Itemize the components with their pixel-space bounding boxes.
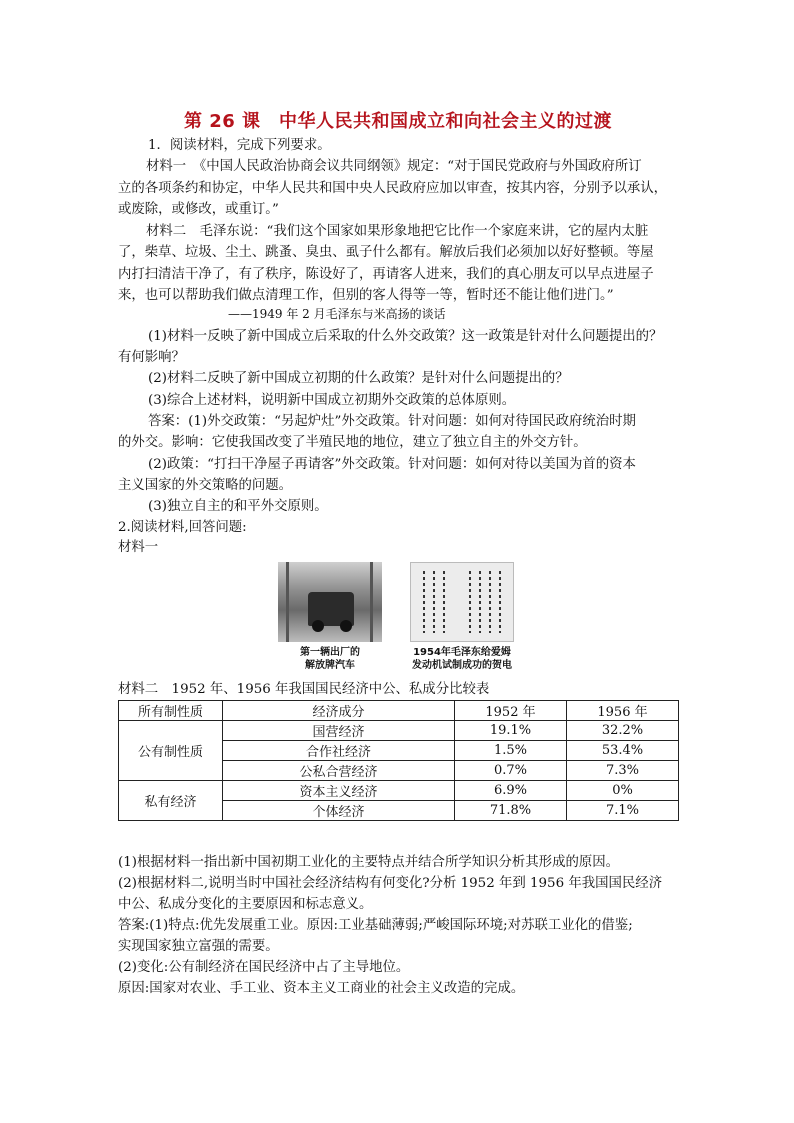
q2-answer3: 原因:国家对农业、手工业、资本主义工商业的社会主义改造的完成。 [118,981,525,996]
q1-prompt: 1．阅读材料，完成下列要求。 [148,138,331,153]
table-cell: 合作社经济 [223,741,455,761]
table-cell: 国营经济 [223,721,455,741]
table-cell: 公私合营经济 [223,761,455,781]
table-cell: 7.1% [567,801,679,821]
table-cell: 资本主义经济 [223,781,455,801]
truck-photo-caption: 第一辆出厂的 解放牌汽车 [300,647,360,671]
q1-material1-line1: 材料一 《中国人民政治协商会议共同纲领》规定：“对于国民党政府与外国政府所订 [146,159,642,174]
q1-answer2-line2: 主义国家的外交策略的问题。 [118,478,293,493]
table-row [119,781,679,801]
economy-comparison-table [118,700,679,821]
q1-answer1-line1: 答案：(1)外交政策：“另起炉灶”外交政策。针对问题：如何对待国民政府统治时期 [148,414,636,429]
material1-photos [278,562,514,670]
table-header: 经济成分 [223,701,455,721]
table-cell: 7.3% [567,761,679,781]
q1-material2-line4: 来，也可以帮助我们做点清理工作，但别的客人得等一等，暂时还不能让他们进门。” [118,288,614,303]
q1-answer2-line1: (2)政策：“打扫干净屋子再请客”外交政策。针对问题：如何对待以美国为首的资本 [148,457,636,472]
table-cell: 1.5% [455,741,567,761]
q1-material2-line1: 材料二 毛泽东说：“我们这个国家如果形象地把它比作一个家庭来讲，它的屋内太脏 [146,224,649,239]
q2-answer1-line2: 实现国家独立富强的需要。 [118,939,279,954]
group-public: 公有制性质 [119,721,223,781]
table-cell: 0.7% [455,761,567,781]
table-cell: 个体经济 [223,801,455,821]
q2-prompt: 2.阅读材料,回答问题: [118,520,247,535]
q1-answer1-line2: 的外交。影响：它使我国改变了半殖民地的地位，建立了独立自主的外交方针。 [118,435,587,450]
q1-material1-line2: 立的各项条约和协定，中华人民共和国中央人民政府应加以审查，按其内容，分别予以承认， [118,181,668,196]
q1-sub1-line1: (1)材料一反映了新中国成立后采取的什么外交政策？这一政策是针对什么问题提出的？ [148,329,663,344]
q2-sub2-line1: (2)根据材料二,说明当时中国社会经济结构有何变化?分析 1952 年到 1956 年我国国民经济 [118,876,663,891]
page-title: 第 26 课 中华人民共和国成立和向社会主义的过渡 [183,111,613,132]
q1-sub3: (3)综合上述材料，说明新中国成立初期外交政策的总体原则。 [148,393,516,408]
q2-material1-label: 材料一 [118,540,159,555]
q1-material2-line2: 了，柴草、垃圾、尘土、跳蚤、臭虫、虱子什么都有。解放后我们必须加以好好整顿。等屋 [118,245,654,260]
table-cell: 71.8% [455,801,567,821]
table-header: 1956 年 [567,701,679,721]
telegram-photo [410,562,514,642]
truck-photo [278,562,382,642]
table-cell: 19.1% [455,721,567,741]
q2-sub1: (1)根据材料一指出新中国初期工业化的主要特点并结合所学知识分析其形成的原因。 [118,855,620,870]
q1-material1-line3: 或废除，或修改，或重订。” [118,202,279,217]
table-header: 1952 年 [455,701,567,721]
q1-material2-source: ——1949 年 2 月毛泽东与米高扬的谈话 [228,307,446,321]
q2-material2-label: 材料二 1952 年、1956 年我国国民经济中公、私成分比较表 [118,682,490,697]
table-cell: 0% [567,781,679,801]
q1-material2-line3: 内打扫清洁干净了，有了秩序，陈设好了，再请客人进来，我们的真心朋友可以早点进屋子 [118,267,654,282]
q2-sub2-line2: 中公、私成分变化的主要原因和标志意义。 [118,897,373,912]
table-header-row [119,701,679,721]
q1-sub2: (2)材料二反映了新中国成立初期的什么政策？是针对什么问题提出的？ [148,371,569,386]
group-private: 私有经济 [119,781,223,821]
q2-answer2: (2)变化:公有制经济在国民经济中占了主导地位。 [118,960,410,975]
telegram-photo-caption: 1954年毛泽东给爱姆 发动机试制成功的贺电 [412,647,512,671]
table-cell: 32.2% [567,721,679,741]
q1-sub1-line2: 有何影响？ [118,350,185,365]
table-row [119,721,679,741]
table-cell: 53.4% [567,741,679,761]
table-header: 所有制性质 [119,701,223,721]
q2-answer1-line1: 答案:(1)特点:优先发展重工业。原因:工业基础薄弱;严峻国际环境;对苏联工业化的借鉴; [118,918,633,933]
q1-answer3: (3)独立自主的和平外交原则。 [148,499,328,514]
table-cell: 6.9% [455,781,567,801]
